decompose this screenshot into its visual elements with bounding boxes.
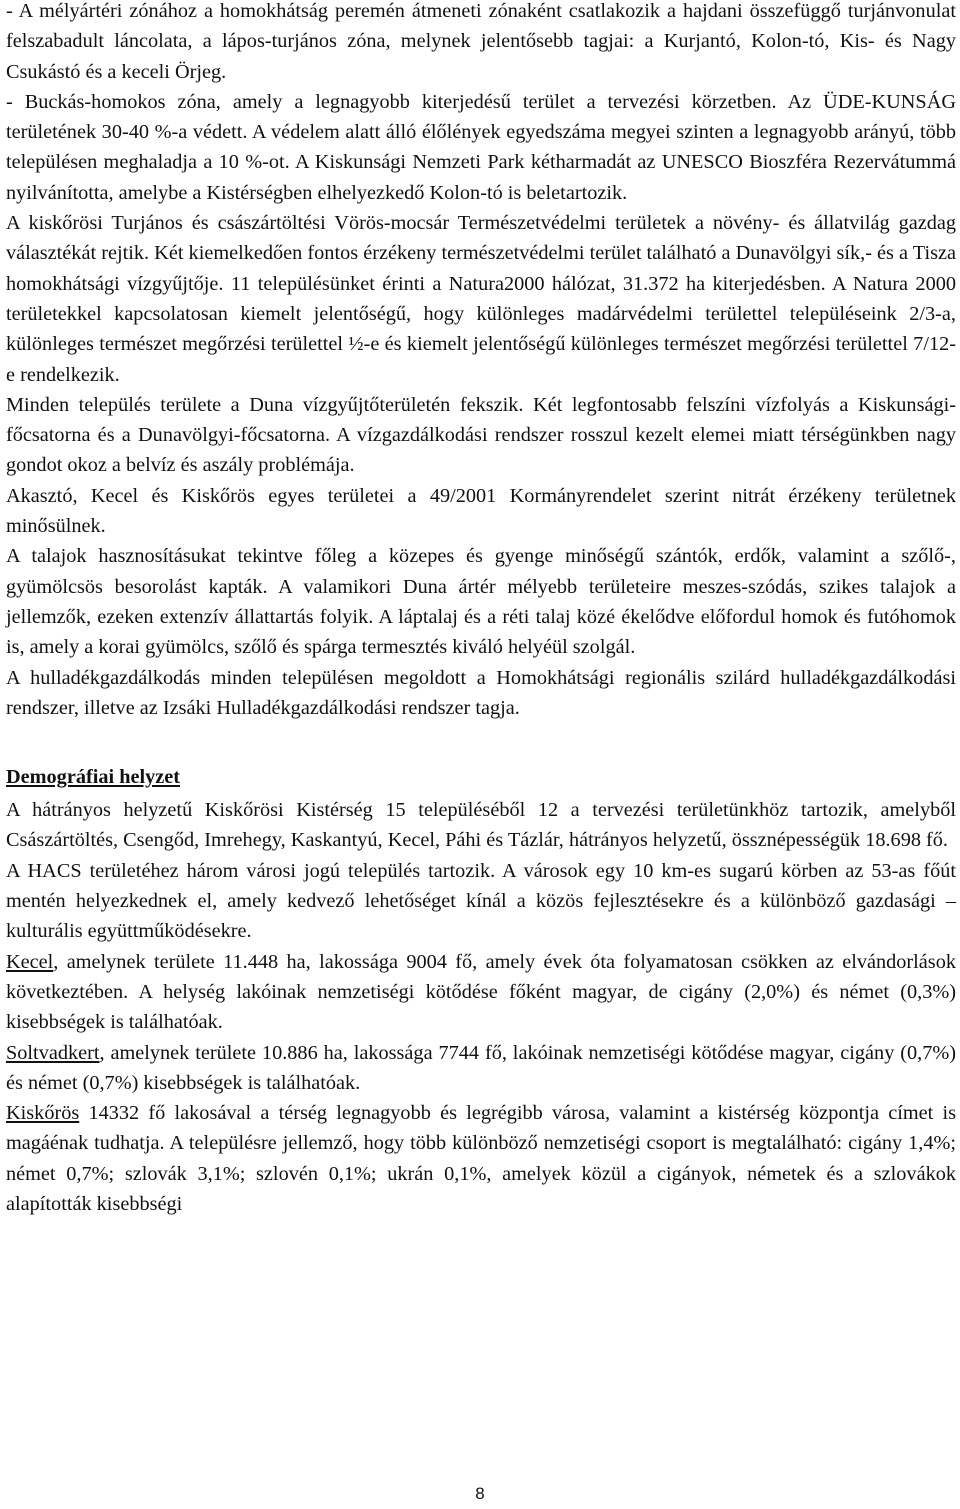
paragraph-hacs-varosok: A HACS területéhez három városi jogú település tartozik. A városok egy 10 km-es sugarú körben az 53-as főút mentén helyezkednek el, amely kedvező lehetőséget kínál a közös fejlesztésekre és a különböző gazdasági – kulturális együttműködésekre. <box>6 859 956 943</box>
town-text-kiskoros: 14332 fő lakosával a térség legnagyobb és legrégibb városa, valamint a kistérség központja címet is magáénak tudhatja. A településre jellemző, hogy több különböző nemzetiségi csoport is megtalálható: cigány 1,4%; német 0,7%; szlovák 3,1%; szlovén 0,1%; ukrán 0,1%, amelyek közül a cigányok, németek és a szlovákok alapították kisebbségi <box>6 1102 956 1215</box>
paragraph-town-soltvadkert <box>6 1038 956 1099</box>
paragraph-hulladekgazdalkodas: A hulladékgazdálkodás minden településen megoldott a Homokhátsági regionális szilárd hulladékgazdálkodási rendszer, illetve az Izsáki Hulladékgazdálkodási rendszer tagja. <box>6 666 956 719</box>
paragraph-hatranyos-kisterseg: A hátrányos helyzetű Kiskőrösi Kistérség 15 településéből 12 a tervezési területünkhöz tartozik, amelyből Császártöltés, Csengőd, Imrehegy, Kaskantyú, Kecel, Páhi és Tázlár, hátrányos helyzetű, össznépességük 18.698 fő. <box>6 799 956 852</box>
town-text-kecel: , amelynek területe 11.448 ha, lakossága 9004 fő, amely évek óta folyamatosan csökken az elvándorlások következtében. A helység lakóinak nemzetiségi kötődése főként magyar, de cigány (2,0%) és német (0,3%) kisebbségek is találhatóak. <box>6 950 956 1034</box>
paragraph-town-kiskoros <box>6 1098 956 1219</box>
town-name-soltvadkert: Soltvadkert <box>6 1041 100 1064</box>
town-name-kiskoros: Kiskőrös <box>6 1102 80 1125</box>
paragraph-nitrat-erzekeny: Akasztó, Kecel és Kiskőrös egyes területei a 49/2001 Kormányrendelet szerint nitrát érzékeny területnek minősülnek. <box>6 484 956 538</box>
paragraph-buckas-homokos-zona: - Buckás-homokos zóna, amely a legnagyobb kiterjedésű terület a tervezési körzetben. Az ÜDE-KUNSÁG területének 30-40 %-a védett. A védelem alatt álló élőlények egyedszáma megyei szinten a legnagyobb arányú, több településen meghaladja a 10 %-ot. A Kiskunsági Nemzeti Park kétharmadát az UNESCO Bioszféra Rezervátummá nyilvánította, amelybe a Kistérségben elhelyezkedő Kolon-tó is beletartozik. <box>6 90 956 204</box>
paragraph-vizgyujto: Minden település területe a Duna vízgyűjtőterületén fekszik. Két legfontosabb felszíni vízfolyás a Kiskunsági-főcsatorna és a Dunavölgyi-főcsatorna. A vízgazdálkodási rendszer rosszul kezelt elemei miatt térségünkben nagy gondot okoz a belvíz és aszály problémája. <box>6 393 956 477</box>
town-name-kecel: Kecel <box>6 950 54 973</box>
paragraph-mélyártéri-zona: - A mélyártéri zónához a homokhátság peremén átmeneti zónaként csatlakozik a hajdani összefüggő turjánvonulat felszabadult láncolata, a lápos-turjános zóna, melynek jelentősebb tagjai: a Kurjantó, Kolon-tó, Kis- és Nagy Csukástó és a keceli Örjeg. <box>6 0 956 83</box>
page-number: 8 <box>475 1484 485 1503</box>
paragraph-talajok: A talajok hasznosításukat tekintve főleg a közepes és gyenge minőségű szántók, erdők, valamint a szőlő-, gyümölcsös besorolást kapták. A valamikori Duna ártér mélyebb területeire meszes-szódás, szikes talajok a jellemzők, ezeken extenzív állattartás folyik. A láptalaj és a réti talaj közé ékelődve előfordul homok és futóhomok is, amely a korai gyümölcs, szőlő és spárga termesztés kiváló helyéül szolgál. <box>6 545 956 659</box>
paragraph-termeszetvedelmi-teruletek: A kiskőrösi Turjános és császártöltési Vörös-mocsár Természetvédelmi területek a növény- és állatvilág gazdag választékát rejtik. Két kiemelkedően fontos érzékeny természetvédelmi terület található a Dunavölgyi sík,- és a Tisza homokhátsági vízgyűjtője. 11 településünket érinti a Natura2000 hálózat, 31.372 ha kiterjedésben. A Natura 2000 területekkel kapcsolatosan kiemelt jelentőségű, hogy különleges madárvédelmi területtel településeink 2/3-a, különleges természet megőrzési területtel ½-e és kiemelt jelentőségű különleges természet megőrzési területtel 7/12-e rendelkezik. <box>6 212 956 386</box>
section-heading-demografiai-helyzet: Demográfiai helyzet <box>6 766 181 789</box>
town-text-soltvadkert: , amelynek területe 10.886 ha, lakossága 7744 fő, lakóinak nemzetiségi kötődése magyar, cigány (0,7%) és német (0,7%) kisebbségek is találhatóak. <box>6 1041 956 1094</box>
paragraph-town-kecel <box>6 947 956 1038</box>
